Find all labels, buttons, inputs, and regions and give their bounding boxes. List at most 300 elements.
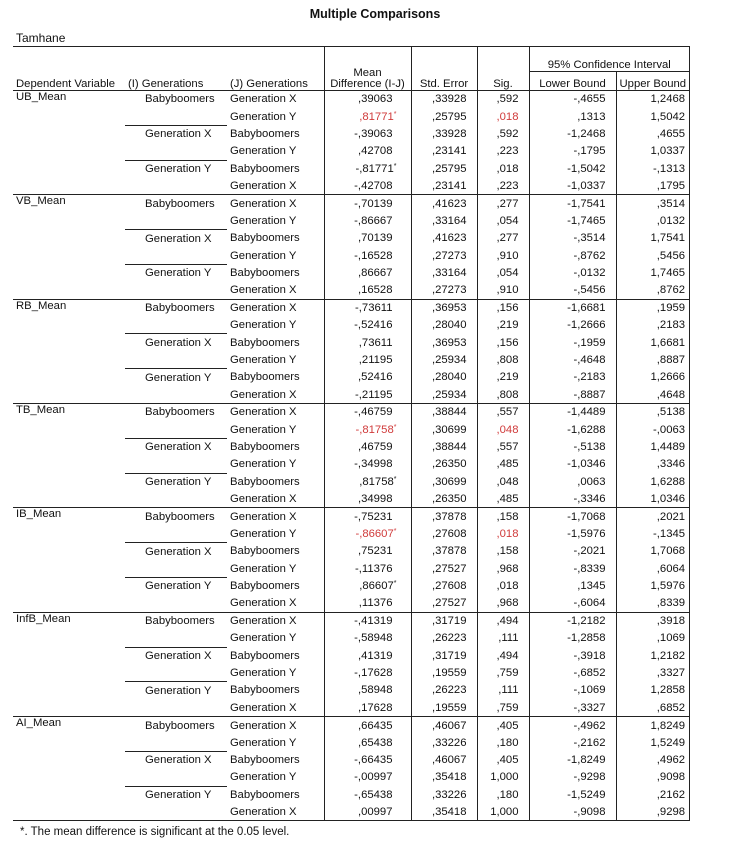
significance-footnote: *. The mean difference is significant at the 0.05 level. bbox=[20, 826, 290, 838]
upper-bound-cell: ,3346 bbox=[616, 456, 690, 473]
mean-difference-value: -,66435 bbox=[354, 754, 393, 767]
lower-bound-cell: -1,2468 bbox=[529, 125, 616, 142]
lower-bound-cell: -,2021 bbox=[529, 543, 616, 560]
i-generation-cell: Babyboomers bbox=[125, 612, 227, 629]
upper-bound-cell: ,6064 bbox=[616, 560, 690, 577]
upper-bound-cell: ,9098 bbox=[616, 769, 690, 786]
std-error-cell: ,33928 bbox=[411, 125, 477, 142]
mean-difference-cell bbox=[324, 769, 411, 786]
i-generation-cell bbox=[125, 490, 227, 507]
mean-difference-value: ,52416 bbox=[357, 371, 393, 384]
sig-cell: ,180 bbox=[477, 734, 529, 751]
header-lower-bound: Lower Bound bbox=[529, 72, 616, 91]
j-generation-cell: Generation X bbox=[227, 195, 324, 212]
sig-cell: ,158 bbox=[477, 543, 529, 560]
i-generation-cell bbox=[125, 560, 227, 577]
sig-cell: ,054 bbox=[477, 264, 529, 281]
upper-bound-cell: 1,6681 bbox=[616, 334, 690, 351]
mean-difference-cell bbox=[324, 804, 411, 821]
sig-cell: ,557 bbox=[477, 438, 529, 455]
lower-bound-cell: -1,0337 bbox=[529, 177, 616, 194]
table-title: Multiple Comparisons bbox=[309, 7, 441, 21]
sig-cell: ,759 bbox=[477, 664, 529, 681]
upper-bound-cell: ,3514 bbox=[616, 195, 690, 212]
mean-difference-cell bbox=[324, 595, 411, 612]
mean-difference-value: -,39063 bbox=[354, 127, 393, 140]
upper-bound-cell: 1,0346 bbox=[616, 490, 690, 507]
mean-difference-value: ,66435 bbox=[357, 719, 393, 732]
upper-bound-cell: 1,2182 bbox=[616, 647, 690, 664]
i-generation-cell: Generation X bbox=[125, 543, 227, 560]
upper-bound-cell: -,1345 bbox=[616, 525, 690, 542]
lower-bound-cell: -,2162 bbox=[529, 734, 616, 751]
std-error-cell: ,33226 bbox=[411, 786, 477, 803]
sig-cell: ,223 bbox=[477, 143, 529, 160]
std-error-cell: ,25795 bbox=[411, 160, 477, 177]
std-error-cell: ,31719 bbox=[411, 612, 477, 629]
mean-difference-cell bbox=[324, 421, 411, 438]
sig-cell: ,494 bbox=[477, 647, 529, 664]
mean-difference-value: ,00997 bbox=[357, 805, 393, 818]
significance-star: * bbox=[393, 423, 397, 431]
std-error-cell: ,19559 bbox=[411, 699, 477, 716]
mean-difference-cell bbox=[324, 177, 411, 194]
lower-bound-cell: -1,6681 bbox=[529, 299, 616, 316]
header-dependent-variable: Dependent Variable bbox=[13, 47, 125, 91]
sig-cell: ,054 bbox=[477, 212, 529, 229]
header-mean-difference: Mean Difference (I-J) bbox=[324, 47, 411, 91]
j-generation-cell: Babyboomers bbox=[227, 577, 324, 594]
mean-difference-cell bbox=[324, 543, 411, 560]
table-row bbox=[13, 508, 690, 525]
j-generation-cell: Babyboomers bbox=[227, 264, 324, 281]
sig-cell: ,557 bbox=[477, 404, 529, 421]
lower-bound-cell: -,4655 bbox=[529, 91, 616, 108]
mean-difference-value: ,34998 bbox=[357, 492, 393, 505]
j-generation-cell: Babyboomers bbox=[227, 438, 324, 455]
mean-difference-cell bbox=[324, 438, 411, 455]
mean-difference-value: -,46759 bbox=[354, 406, 393, 419]
upper-bound-cell: ,8762 bbox=[616, 282, 690, 299]
lower-bound-cell: -1,2666 bbox=[529, 317, 616, 334]
lower-bound-cell: -,8887 bbox=[529, 386, 616, 403]
mean-difference-value: ,58948 bbox=[357, 684, 393, 697]
sig-cell: ,808 bbox=[477, 386, 529, 403]
j-generation-cell: Generation Y bbox=[227, 143, 324, 160]
mean-difference-cell bbox=[324, 560, 411, 577]
i-generation-cell bbox=[125, 108, 227, 125]
table-body bbox=[13, 91, 690, 821]
mean-difference-cell bbox=[324, 212, 411, 229]
std-error-cell: ,26350 bbox=[411, 490, 477, 507]
std-error-cell: ,23141 bbox=[411, 177, 477, 194]
upper-bound-cell: 1,5976 bbox=[616, 577, 690, 594]
std-error-cell: ,35418 bbox=[411, 804, 477, 821]
std-error-cell: ,33164 bbox=[411, 212, 477, 229]
mean-difference-cell bbox=[324, 456, 411, 473]
j-generation-cell: Generation Y bbox=[227, 212, 324, 229]
significance-star: * bbox=[393, 475, 397, 483]
std-error-cell: ,27527 bbox=[411, 595, 477, 612]
mean-difference-cell bbox=[324, 369, 411, 386]
mean-difference-cell bbox=[324, 473, 411, 490]
sig-cell: ,111 bbox=[477, 630, 529, 647]
dependent-variable-cell: UB_Mean bbox=[13, 91, 125, 195]
i-generation-cell: Babyboomers bbox=[125, 91, 227, 108]
sig-cell: ,180 bbox=[477, 786, 529, 803]
significance-star: * bbox=[393, 110, 397, 118]
lower-bound-cell: -,1069 bbox=[529, 682, 616, 699]
mean-difference-value: ,42708 bbox=[357, 145, 393, 158]
table-row bbox=[13, 195, 690, 212]
upper-bound-cell: ,9298 bbox=[616, 804, 690, 821]
i-generation-cell: Generation X bbox=[125, 334, 227, 351]
lower-bound-cell: -,6064 bbox=[529, 595, 616, 612]
std-error-cell: ,36953 bbox=[411, 299, 477, 316]
std-error-cell: ,41623 bbox=[411, 230, 477, 247]
mean-difference-cell bbox=[324, 664, 411, 681]
j-generation-cell: Generation X bbox=[227, 612, 324, 629]
lower-bound-cell: -,9098 bbox=[529, 804, 616, 821]
j-generation-cell: Generation X bbox=[227, 804, 324, 821]
dependent-variable-cell: IB_Mean bbox=[13, 508, 125, 612]
lower-bound-cell: -1,5249 bbox=[529, 786, 616, 803]
lower-bound-cell: -1,5042 bbox=[529, 160, 616, 177]
mean-difference-value: -,17628 bbox=[354, 667, 393, 680]
mean-difference-cell bbox=[324, 386, 411, 403]
sig-cell: ,910 bbox=[477, 282, 529, 299]
sig-cell: ,219 bbox=[477, 369, 529, 386]
mean-difference-cell bbox=[324, 490, 411, 507]
std-error-cell: ,27273 bbox=[411, 282, 477, 299]
j-generation-cell: Generation Y bbox=[227, 630, 324, 647]
mean-difference-cell bbox=[324, 404, 411, 421]
mean-difference-cell bbox=[324, 91, 411, 108]
upper-bound-cell: -,0063 bbox=[616, 421, 690, 438]
upper-bound-cell: ,1069 bbox=[616, 630, 690, 647]
mean-difference-value: -,81758 bbox=[355, 423, 394, 436]
upper-bound-cell: ,3918 bbox=[616, 612, 690, 629]
lower-bound-cell: -1,4489 bbox=[529, 404, 616, 421]
lower-bound-cell: -,5138 bbox=[529, 438, 616, 455]
upper-bound-cell: ,4962 bbox=[616, 751, 690, 768]
mean-difference-value: -,65438 bbox=[354, 788, 393, 801]
table-row bbox=[13, 717, 690, 734]
mean-difference-cell bbox=[324, 351, 411, 368]
significance-star: * bbox=[393, 162, 397, 170]
mean-difference-value: -,16528 bbox=[354, 249, 393, 262]
sig-cell: ,494 bbox=[477, 612, 529, 629]
i-generation-cell bbox=[125, 630, 227, 647]
i-generation-cell bbox=[125, 247, 227, 264]
j-generation-cell: Generation Y bbox=[227, 351, 324, 368]
mean-difference-cell bbox=[324, 630, 411, 647]
upper-bound-cell: ,2183 bbox=[616, 317, 690, 334]
mean-difference-cell bbox=[324, 230, 411, 247]
j-generation-cell: Generation Y bbox=[227, 734, 324, 751]
lower-bound-cell: -,3346 bbox=[529, 490, 616, 507]
upper-bound-cell: ,3327 bbox=[616, 664, 690, 681]
std-error-cell: ,28040 bbox=[411, 369, 477, 386]
std-error-cell: ,33164 bbox=[411, 264, 477, 281]
upper-bound-cell: ,1795 bbox=[616, 177, 690, 194]
upper-bound-cell: ,4655 bbox=[616, 125, 690, 142]
method-label: Tamhane bbox=[16, 31, 66, 45]
mean-difference-value: ,86667 bbox=[357, 267, 393, 280]
lower-bound-cell: -1,2182 bbox=[529, 612, 616, 629]
sig-cell: ,968 bbox=[477, 560, 529, 577]
sig-cell: ,158 bbox=[477, 508, 529, 525]
dependent-variable-cell: InfB_Mean bbox=[13, 612, 125, 716]
i-generation-cell: Generation Y bbox=[125, 682, 227, 699]
std-error-cell: ,25934 bbox=[411, 351, 477, 368]
i-generation-cell bbox=[125, 351, 227, 368]
i-generation-cell bbox=[125, 525, 227, 542]
sig-cell: ,018 bbox=[477, 160, 529, 177]
sig-cell: ,485 bbox=[477, 456, 529, 473]
j-generation-cell: Generation X bbox=[227, 177, 324, 194]
sig-cell: ,808 bbox=[477, 351, 529, 368]
mean-difference-value: -,75231 bbox=[354, 510, 393, 523]
mean-difference-cell bbox=[324, 647, 411, 664]
i-generation-cell: Generation X bbox=[125, 230, 227, 247]
mean-difference-value: ,41319 bbox=[357, 649, 393, 662]
j-generation-cell: Generation Y bbox=[227, 108, 324, 125]
i-generation-cell bbox=[125, 664, 227, 681]
sig-cell: ,485 bbox=[477, 490, 529, 507]
upper-bound-cell: ,6852 bbox=[616, 699, 690, 716]
mean-difference-value: -,52416 bbox=[354, 319, 393, 332]
mean-difference-cell bbox=[324, 751, 411, 768]
upper-bound-cell: 1,2666 bbox=[616, 369, 690, 386]
mean-difference-cell bbox=[324, 143, 411, 160]
upper-bound-cell: ,8339 bbox=[616, 595, 690, 612]
i-generation-cell: Generation Y bbox=[125, 786, 227, 803]
table-row bbox=[13, 299, 690, 316]
std-error-cell: ,30699 bbox=[411, 421, 477, 438]
lower-bound-cell: -,3327 bbox=[529, 699, 616, 716]
upper-bound-cell: ,5456 bbox=[616, 247, 690, 264]
mean-difference-value: ,81771 bbox=[359, 110, 394, 123]
j-generation-cell: Babyboomers bbox=[227, 682, 324, 699]
header-std-error: Std. Error bbox=[411, 47, 477, 91]
j-generation-cell: Generation X bbox=[227, 404, 324, 421]
std-error-cell: ,27527 bbox=[411, 560, 477, 577]
j-generation-cell: Babyboomers bbox=[227, 125, 324, 142]
mean-difference-value: -,21195 bbox=[355, 388, 393, 401]
lower-bound-cell: -1,7541 bbox=[529, 195, 616, 212]
sig-cell: ,156 bbox=[477, 334, 529, 351]
mean-difference-cell bbox=[324, 786, 411, 803]
std-error-cell: ,37878 bbox=[411, 543, 477, 560]
mean-difference-value: -,41319 bbox=[354, 615, 393, 628]
j-generation-cell: Generation Y bbox=[227, 247, 324, 264]
sig-cell: ,223 bbox=[477, 177, 529, 194]
sig-cell: ,968 bbox=[477, 595, 529, 612]
i-generation-cell bbox=[125, 282, 227, 299]
lower-bound-cell: -,0132 bbox=[529, 264, 616, 281]
std-error-cell: ,36953 bbox=[411, 334, 477, 351]
mean-difference-value: ,73611 bbox=[358, 336, 393, 349]
i-generation-cell: Generation X bbox=[125, 647, 227, 664]
j-generation-cell: Babyboomers bbox=[227, 647, 324, 664]
mean-difference-value: -,70139 bbox=[354, 197, 393, 210]
mean-difference-value: ,16528 bbox=[357, 284, 393, 297]
i-generation-cell bbox=[125, 212, 227, 229]
mean-difference-value: -,34998 bbox=[354, 458, 393, 471]
std-error-cell: ,33928 bbox=[411, 91, 477, 108]
mean-difference-cell bbox=[324, 508, 411, 525]
lower-bound-cell: -,6852 bbox=[529, 664, 616, 681]
significance-star: * bbox=[393, 527, 397, 535]
mean-difference-cell bbox=[324, 525, 411, 542]
i-generation-cell: Generation X bbox=[125, 125, 227, 142]
mean-difference-value: ,65438 bbox=[357, 736, 393, 749]
upper-bound-cell: ,5138 bbox=[616, 404, 690, 421]
std-error-cell: ,28040 bbox=[411, 317, 477, 334]
lower-bound-cell: -,9298 bbox=[529, 769, 616, 786]
std-error-cell: ,35418 bbox=[411, 769, 477, 786]
mean-difference-value: -,73611 bbox=[355, 302, 393, 315]
std-error-cell: ,38844 bbox=[411, 438, 477, 455]
mean-difference-cell bbox=[324, 247, 411, 264]
std-error-cell: ,38844 bbox=[411, 404, 477, 421]
mean-difference-cell bbox=[324, 264, 411, 281]
mean-difference-value: -,11376 bbox=[355, 562, 393, 575]
upper-bound-cell: 1,8249 bbox=[616, 717, 690, 734]
lower-bound-cell: -,2183 bbox=[529, 369, 616, 386]
i-generation-cell: Babyboomers bbox=[125, 508, 227, 525]
j-generation-cell: Generation Y bbox=[227, 769, 324, 786]
mean-difference-cell bbox=[324, 282, 411, 299]
i-generation-cell bbox=[125, 769, 227, 786]
j-generation-cell: Generation X bbox=[227, 595, 324, 612]
upper-bound-cell: 1,7541 bbox=[616, 230, 690, 247]
i-generation-cell bbox=[125, 734, 227, 751]
mean-difference-cell bbox=[324, 160, 411, 177]
std-error-cell: ,25934 bbox=[411, 386, 477, 403]
j-generation-cell: Babyboomers bbox=[227, 473, 324, 490]
sig-cell: 1,000 bbox=[477, 804, 529, 821]
upper-bound-cell: 1,5042 bbox=[616, 108, 690, 125]
mean-difference-cell bbox=[324, 699, 411, 716]
lower-bound-cell: -,5456 bbox=[529, 282, 616, 299]
j-generation-cell: Generation X bbox=[227, 508, 324, 525]
i-generation-cell bbox=[125, 177, 227, 194]
lower-bound-cell: ,0063 bbox=[529, 473, 616, 490]
header-j-generations: (J) Generations bbox=[227, 47, 324, 91]
j-generation-cell: Generation X bbox=[227, 717, 324, 734]
sig-cell: ,592 bbox=[477, 125, 529, 142]
i-generation-cell: Babyboomers bbox=[125, 299, 227, 316]
j-generation-cell: Generation X bbox=[227, 282, 324, 299]
upper-bound-cell: 1,7068 bbox=[616, 543, 690, 560]
lower-bound-cell: -,4648 bbox=[529, 351, 616, 368]
i-generation-cell: Babyboomers bbox=[125, 195, 227, 212]
mean-difference-value: ,11376 bbox=[358, 597, 393, 610]
i-generation-cell bbox=[125, 699, 227, 716]
j-generation-cell: Babyboomers bbox=[227, 543, 324, 560]
i-generation-cell: Generation Y bbox=[125, 160, 227, 177]
i-generation-cell: Generation Y bbox=[125, 369, 227, 386]
header-upper-bound: Upper Bound bbox=[616, 72, 690, 91]
j-generation-cell: Babyboomers bbox=[227, 230, 324, 247]
std-error-cell: ,31719 bbox=[411, 647, 477, 664]
upper-bound-cell: 1,2468 bbox=[616, 91, 690, 108]
upper-bound-cell: 1,0337 bbox=[616, 143, 690, 160]
lower-bound-cell: -1,2858 bbox=[529, 630, 616, 647]
sig-cell: ,219 bbox=[477, 317, 529, 334]
mean-difference-cell bbox=[324, 299, 411, 316]
sig-cell: ,018 bbox=[477, 577, 529, 594]
j-generation-cell: Generation X bbox=[227, 299, 324, 316]
mean-difference-value: ,17628 bbox=[357, 701, 393, 714]
mean-difference-cell bbox=[324, 195, 411, 212]
upper-bound-cell: ,0132 bbox=[616, 212, 690, 229]
sig-cell: ,277 bbox=[477, 230, 529, 247]
sig-cell: ,759 bbox=[477, 699, 529, 716]
std-error-cell: ,46067 bbox=[411, 751, 477, 768]
lower-bound-cell: -1,0346 bbox=[529, 456, 616, 473]
i-generation-cell: Generation Y bbox=[125, 473, 227, 490]
mean-difference-cell bbox=[324, 108, 411, 125]
lower-bound-cell: -,8762 bbox=[529, 247, 616, 264]
std-error-cell: ,37878 bbox=[411, 508, 477, 525]
mean-difference-value: ,21195 bbox=[358, 354, 393, 367]
i-generation-cell: Generation Y bbox=[125, 577, 227, 594]
table-row bbox=[13, 404, 690, 421]
mean-difference-cell bbox=[324, 334, 411, 351]
mean-difference-cell bbox=[324, 577, 411, 594]
std-error-cell: ,27608 bbox=[411, 525, 477, 542]
sig-cell: ,277 bbox=[477, 195, 529, 212]
j-generation-cell: Babyboomers bbox=[227, 334, 324, 351]
sig-cell: ,910 bbox=[477, 247, 529, 264]
sig-cell: 1,000 bbox=[477, 769, 529, 786]
mean-difference-value: -,86667 bbox=[354, 214, 393, 227]
std-error-cell: ,33226 bbox=[411, 734, 477, 751]
header-i-generations: (I) Generations bbox=[125, 47, 227, 91]
upper-bound-cell: ,2162 bbox=[616, 786, 690, 803]
mean-difference-value: ,75231 bbox=[357, 545, 393, 558]
std-error-cell: ,41623 bbox=[411, 195, 477, 212]
lower-bound-cell: -,3514 bbox=[529, 230, 616, 247]
lower-bound-cell: ,1345 bbox=[529, 577, 616, 594]
j-generation-cell: Generation Y bbox=[227, 317, 324, 334]
mean-difference-value: ,46759 bbox=[357, 441, 393, 453]
sig-cell: ,592 bbox=[477, 91, 529, 108]
mean-difference-value: -,42708 bbox=[354, 179, 393, 192]
lower-bound-cell: -1,5976 bbox=[529, 525, 616, 542]
upper-bound-cell: 1,2858 bbox=[616, 682, 690, 699]
upper-bound-cell: ,4648 bbox=[616, 386, 690, 403]
lower-bound-cell: -,1959 bbox=[529, 334, 616, 351]
upper-bound-cell: 1,6288 bbox=[616, 473, 690, 490]
mean-difference-cell bbox=[324, 682, 411, 699]
lower-bound-cell: -1,7465 bbox=[529, 212, 616, 229]
lower-bound-cell: -1,6288 bbox=[529, 421, 616, 438]
sig-cell: ,018 bbox=[477, 108, 529, 125]
sig-cell: ,156 bbox=[477, 299, 529, 316]
dependent-variable-cell: VB_Mean bbox=[13, 195, 125, 299]
i-generation-cell: Generation Y bbox=[125, 264, 227, 281]
i-generation-cell: Generation X bbox=[125, 438, 227, 455]
std-error-cell: ,27273 bbox=[411, 247, 477, 264]
i-generation-cell bbox=[125, 456, 227, 473]
j-generation-cell: Generation X bbox=[227, 490, 324, 507]
j-generation-cell: Generation X bbox=[227, 386, 324, 403]
mean-difference-cell bbox=[324, 317, 411, 334]
